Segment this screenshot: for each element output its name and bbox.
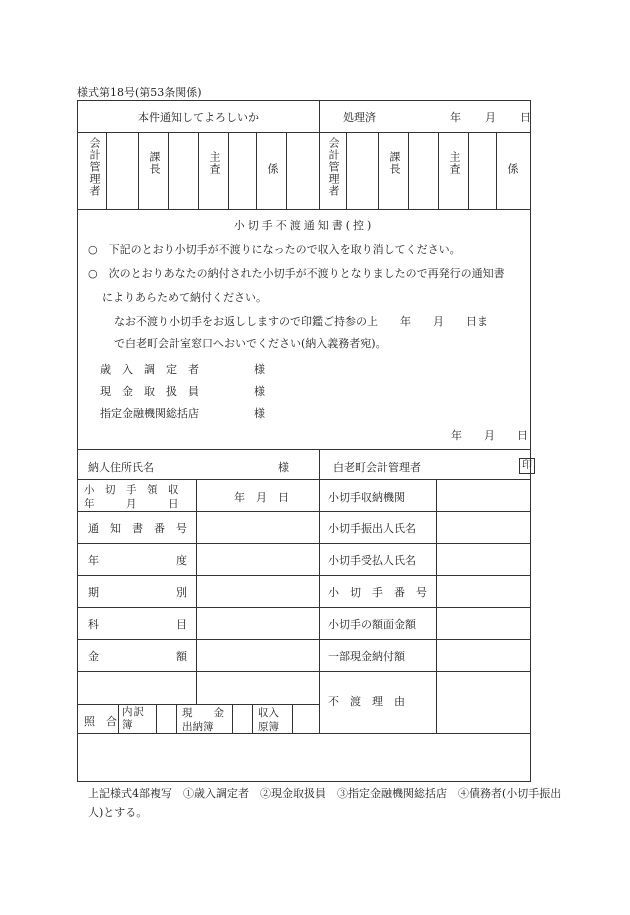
processed-year: 年 [450,111,461,124]
divider [78,132,530,133]
divider [138,132,139,209]
notice-option-2-line-1: ○ 次のとおりあなたの納付された小切手が不渡りとなりましたので再発行の通知書 [88,267,505,280]
divider [78,543,530,544]
stamp-label-section-chief-left: 課長 [148,151,161,175]
divider [468,132,469,209]
divider [252,704,253,733]
processed-label: 処理済 [343,111,376,124]
addressee-assessor: 歳 入 調 定 者 [100,363,199,376]
divider [78,733,530,734]
processed-month: 月 [485,111,496,124]
ledger-revenue-bottom: 原簿 [258,721,279,733]
divider [228,132,229,209]
divider [286,132,287,209]
ledger-revenue-top: 収入 [258,707,279,719]
divider [256,132,257,209]
honorific: 様 [254,407,265,420]
divider [198,132,199,209]
right-row-label: 小切手受払人氏名 [328,554,416,567]
left-row-label: 期 別 [88,586,187,599]
divider [78,671,530,672]
right-row-label: 小切手収納機関 [328,491,405,504]
check-received-date: 年 月 日 [234,491,289,504]
honorific: 様 [254,385,265,398]
left-row-label: 金 額 [88,650,187,663]
notice-option-1: ○ 下記のとおり小切手が不渡りになったので収入を取り消してください。 [88,243,461,256]
notice-option-2-line-2: によりあらためて納付ください。 [102,291,267,304]
form-number: 様式第18号(第53条関係) [77,86,202,99]
left-row-label: 年 度 [88,554,187,567]
divider [292,704,293,733]
notice-return-line-2: で白老町会計室窓口へおいでください(納入義務者宛)。 [114,337,387,350]
divider [438,132,439,209]
form-frame [77,100,531,782]
reason-label: 不 渡 理 由 [328,695,405,708]
stamp-label-treasurer-right: 会計管理者 [327,137,340,197]
divider [156,704,157,733]
divider [168,132,169,209]
payer-label: 納人住所氏名 [88,461,154,474]
right-row-label: 一部現金納付額 [328,650,405,663]
left-row-label: 科 目 [88,618,187,631]
divider [78,575,530,576]
ledger-cash-bottom: 出納簿 [182,721,214,733]
divider [106,132,107,209]
ledger-breakdown: 内訳簿 [122,706,145,731]
right-row-label: 小切手の額面金額 [328,618,416,631]
payer-honorific: 様 [278,461,289,474]
right-row-label: 小 切 手 番 号 [328,586,427,599]
stamp-label-treasurer-left: 会計管理者 [88,137,101,197]
stamp-label-chief-left: 主査 [208,151,221,175]
treasurer-label: 白老町会計管理者 [333,461,421,474]
divider [436,479,437,733]
footer-note: 上記様式4部複写 ①歳入調定者 ②現金取扱員 ③指定金融機関総括店 ④債務者(小切手振出人)とする。 [88,787,562,819]
stamp-label-staff-right: 係 [506,163,519,175]
divider [408,132,409,209]
check-received-label-top: 小 切 手 領 収 [84,484,179,496]
divider [378,132,379,209]
divider [346,132,347,209]
seal-mark: 印 [519,458,535,474]
stamp-label-staff-left: 係 [266,163,279,175]
processed-day: 日 [520,111,531,124]
right-row-label: 小切手振出人氏名 [328,522,416,535]
notify-question: 本件通知してよろしいか [138,111,259,124]
divider [118,704,119,733]
stamp-label-section-chief-right: 課長 [388,151,401,175]
stamp-label-chief-right: 主査 [448,151,461,175]
addressee-cash-handler: 現 金 取 扱 員 [100,385,199,398]
check-received-label-bottom: 年 月 日 [84,498,179,510]
notice-title: 小切手不渡通知書(控) [233,219,375,232]
notice-date: 年 月 日 [451,429,528,442]
addressee-bank: 指定金融機関総括店 [100,407,199,420]
divider [78,511,530,512]
divider [78,209,530,210]
left-row-label: 通 知 書 番 号 [88,522,187,535]
divider [496,132,497,209]
divider [232,704,233,733]
divider [78,639,530,640]
check-label: 照 合 [84,715,117,728]
divider [78,607,530,608]
divider [78,449,530,450]
divider [176,704,177,733]
notice-return-line-1: なお不渡り小切手をお返ししますので印鑑ご持参の上 年 月 日ま [114,315,488,328]
ledger-cash-top: 現 金 [182,707,224,719]
divider [319,449,320,733]
divider [319,101,320,209]
honorific: 様 [254,363,265,376]
divider [78,479,530,480]
